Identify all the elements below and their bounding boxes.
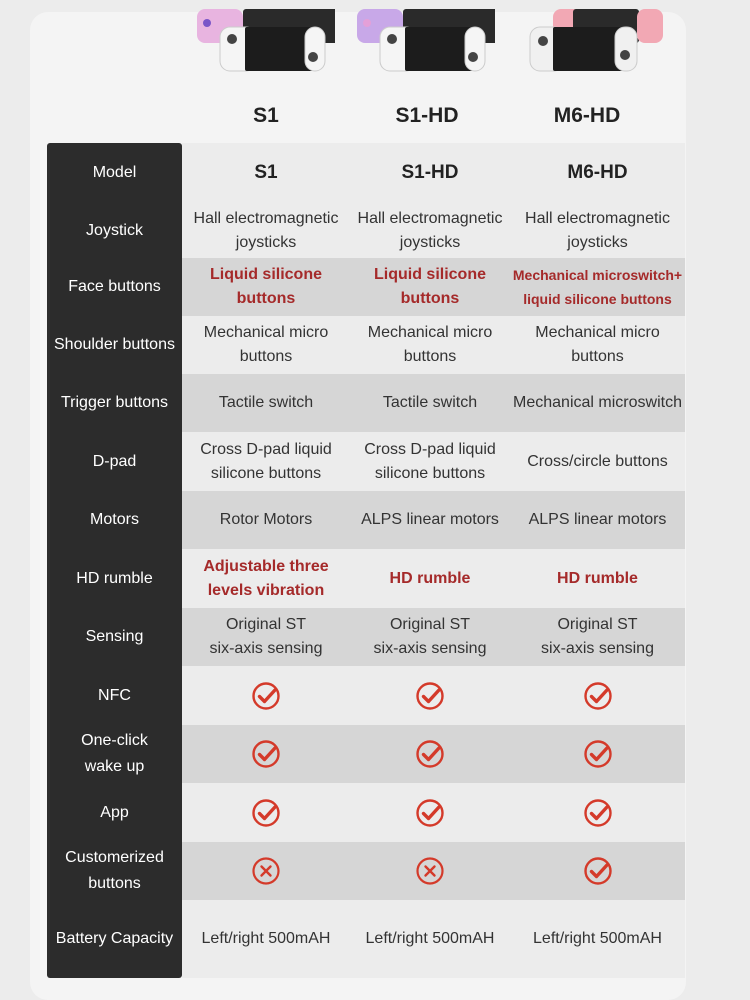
check-icon [415,739,445,769]
row-label: App [100,803,129,821]
cell: Mechanical micro buttons [367,324,493,365]
row-label: Battery Capacity [55,930,174,947]
cell: Mechanical micro buttons [535,324,660,365]
cell: M6-HD [567,162,628,183]
cell: Hall electromagnetic joysticks [357,209,503,251]
check-icon [251,739,281,769]
controller-image-s1 [195,5,335,75]
controller-image-s1-hd [355,5,495,75]
product-name-s1-hd: S1-HD [395,104,459,127]
row-motors [47,491,685,549]
check-icon [583,798,613,828]
cell: Left/right 500mAH [365,930,495,947]
cell: Liquid silicone buttons [209,266,322,307]
cell: Hall electromagnetic joysticks [193,209,339,251]
row-label: Model [92,164,137,181]
row-joystick [47,203,685,258]
cell: Original ST six-axis sensing [373,616,487,657]
row-one-click-wake-up [47,725,685,783]
check-icon [583,681,613,711]
check-icon [583,856,613,886]
row-shoulder-buttons [47,316,685,374]
cross-icon [251,856,281,886]
row-label: Trigger buttons [60,394,168,411]
row-face-buttons [47,258,685,316]
row-label: D-pad [92,452,137,470]
cell: Liquid silicone buttons [373,266,486,307]
cell: Original ST six-axis sensing [541,616,654,657]
row-label: Motors [90,511,139,528]
row-label: Shoulder buttons [54,336,175,353]
cell: Hall electromagnetic joysticks [525,209,670,251]
cross-icon [415,856,445,886]
cell: Cross/circle buttons [527,452,668,470]
cell: HD rumble [389,569,471,587]
row-label: HD rumble [76,569,153,587]
check-icon [251,798,281,828]
row-model [47,143,685,203]
cell: HD rumble [557,569,638,587]
row-hd-rumble [47,549,685,608]
cell: Tactile switch [218,394,314,411]
cell: Left/right 500mAH [533,930,662,947]
row-app [47,783,685,842]
controller-image-m6-hd [525,5,665,75]
cell: ALPS linear motors [361,511,499,528]
cell: Rotor Motors [219,511,313,528]
product-name-m6-hd: M6-HD [553,104,621,127]
cell: Cross D-pad liquid silicone buttons [364,440,496,482]
cell: Tactile switch [382,394,478,411]
row-nfc [47,666,685,725]
row-label: NFC [98,686,131,704]
cell: Mechanical microswitch+ liquid silicone buttons [512,267,683,307]
cell: ALPS linear motors [528,511,667,528]
row-trigger-buttons [47,374,685,432]
cell: Mechanical micro buttons [203,324,329,365]
row-label: Sensing [85,628,144,645]
row-label: Joystick [86,221,143,239]
row-d-pad [47,432,685,491]
cell: S1 [254,162,278,183]
row-customerized-buttons [47,842,685,900]
cell: Adjustable three levels vibration [203,557,329,599]
check-icon [251,681,281,711]
cell: Mechanical microswitch [513,394,682,411]
check-icon [415,681,445,711]
check-icon [583,739,613,769]
row-label: One-click wake up [81,732,148,775]
row-label: Face buttons [68,278,161,295]
row-battery-capacity [47,900,685,978]
row-label: Customerized buttons [65,849,164,892]
cell: Left/right 500mAH [201,930,331,947]
product-name-s1: S1 [253,104,279,127]
cell: S1-HD [401,162,459,183]
check-icon [415,798,445,828]
cell: Original ST six-axis sensing [209,616,323,657]
cell: Cross D-pad liquid silicone buttons [200,440,332,482]
row-sensing [47,608,685,666]
